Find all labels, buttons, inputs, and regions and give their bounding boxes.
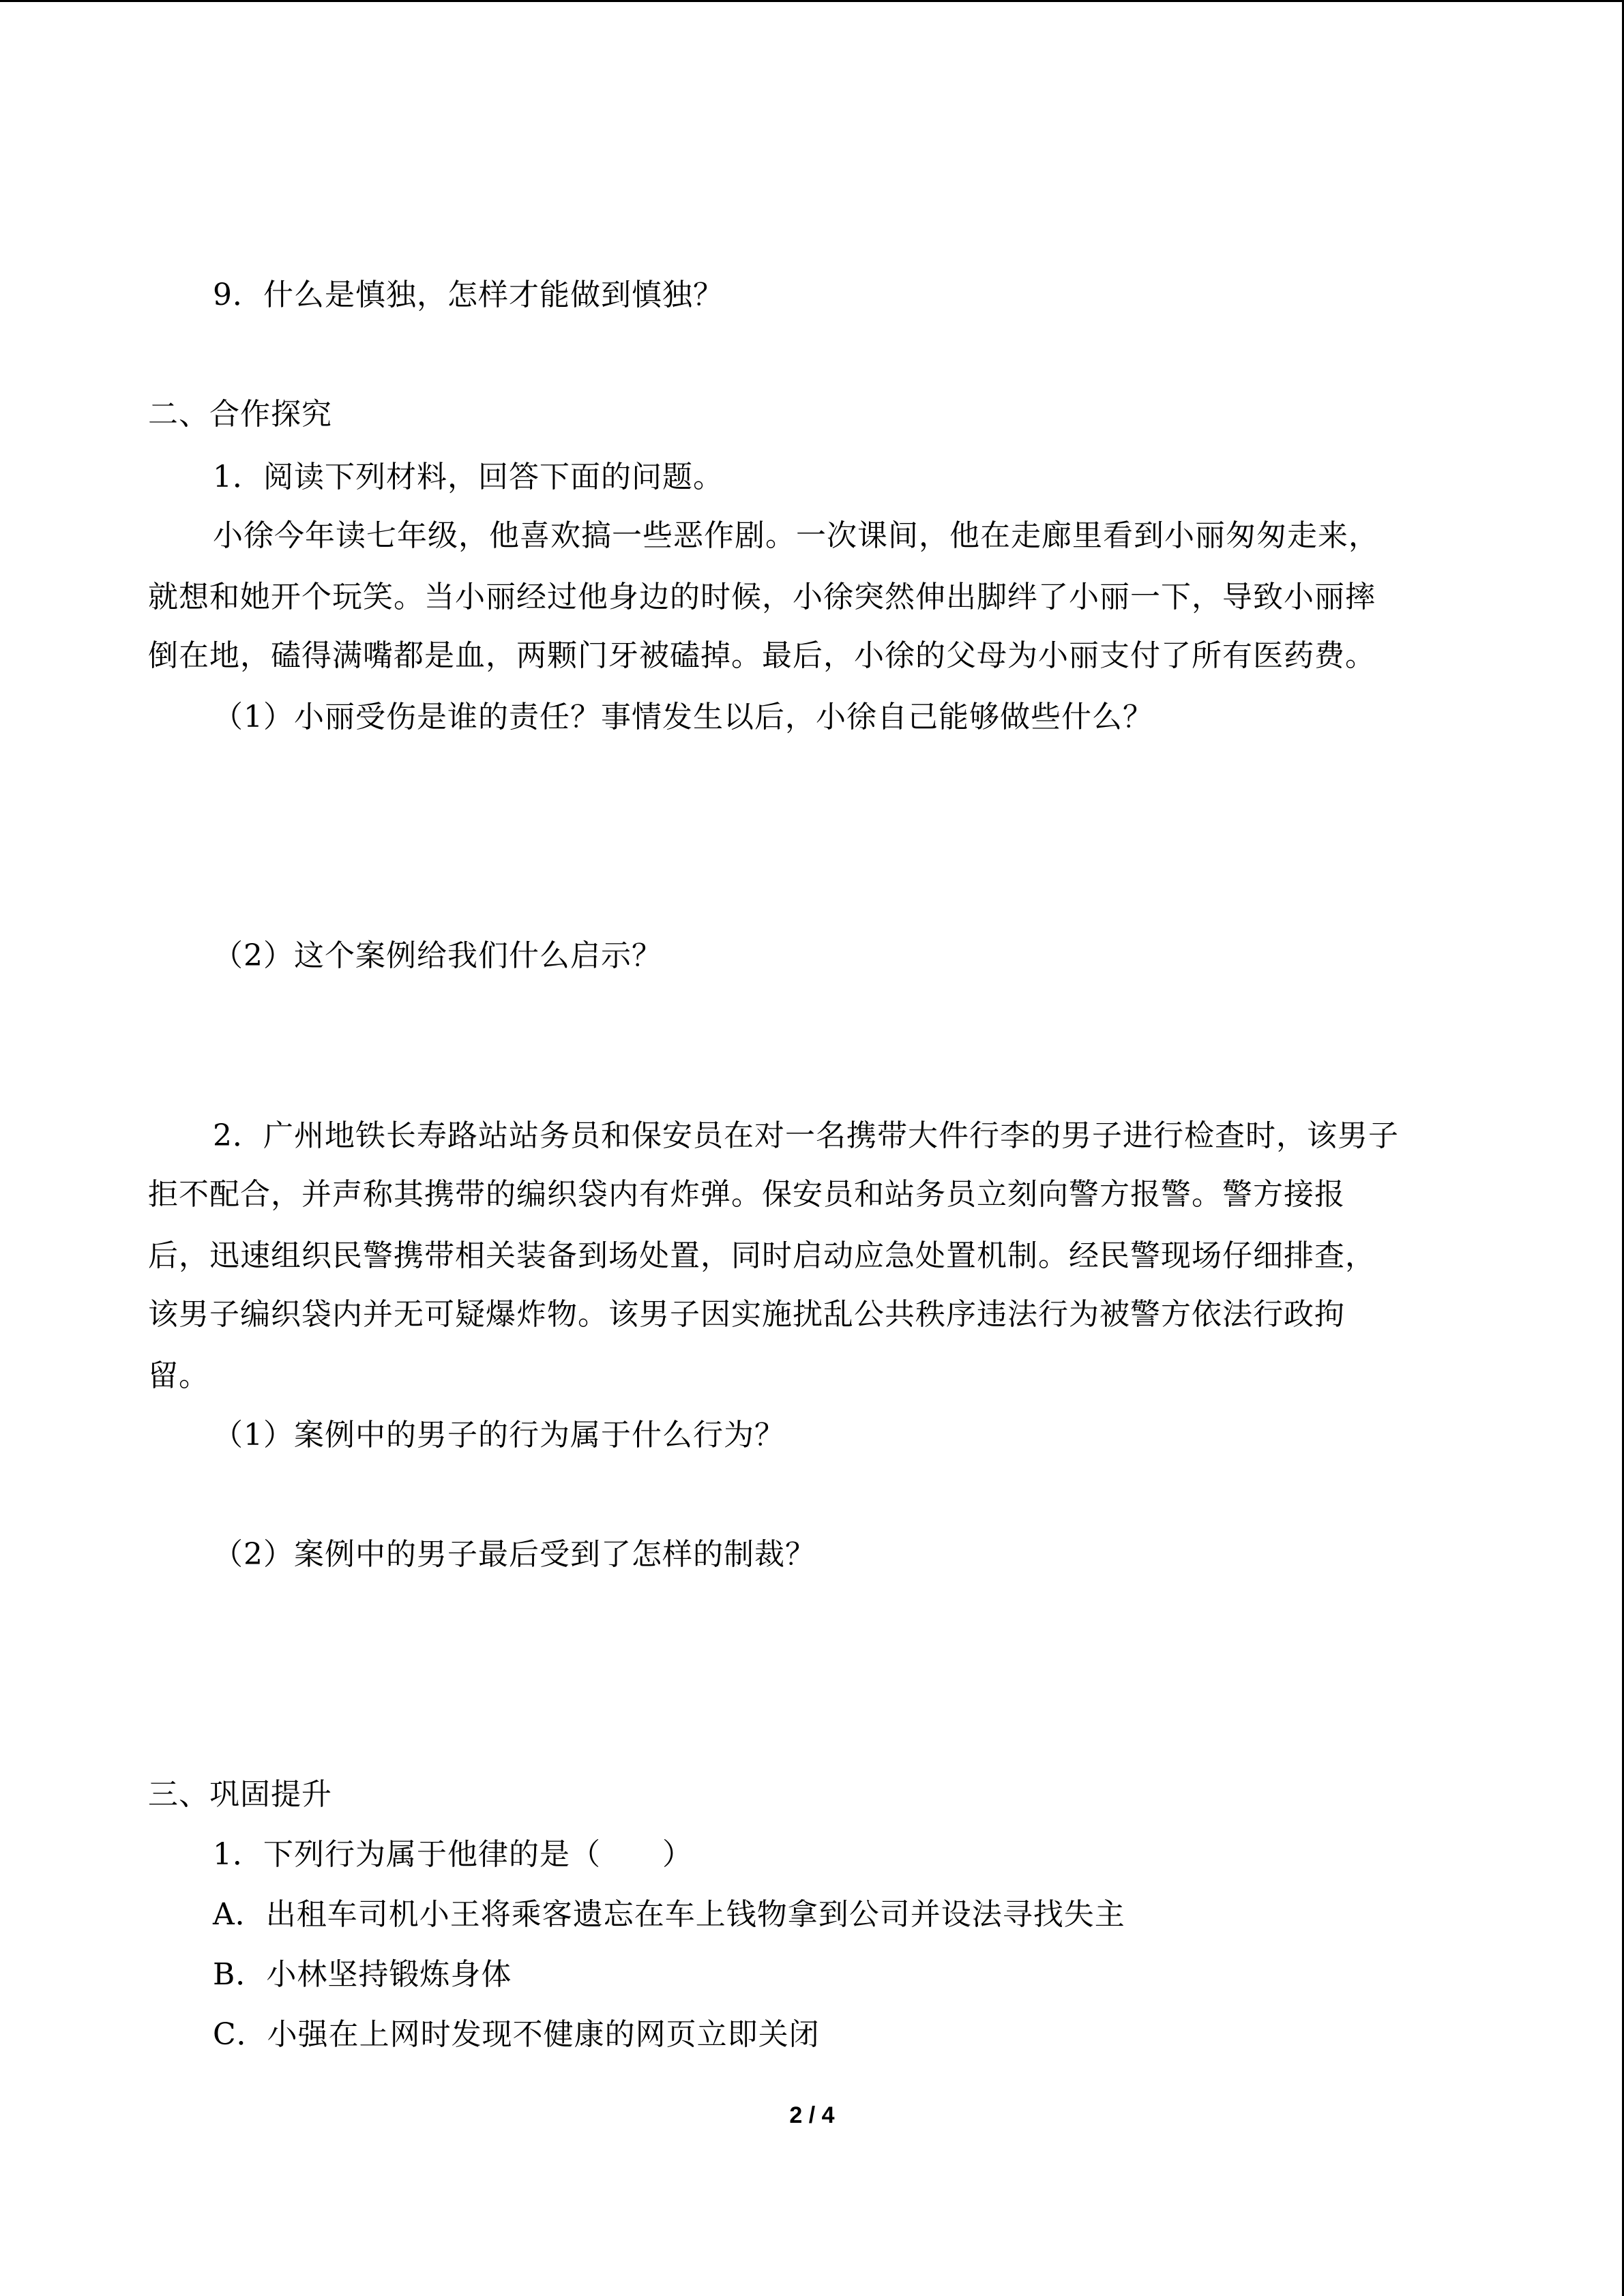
section-3-q1-option-c: C．小强在上网时发现不健康的网页立即关闭 — [213, 2017, 820, 2052]
section-3-q1-option-b: B．小林坚持锻炼身体 — [213, 1957, 512, 1992]
section-2-q2-material-line: 留。 — [148, 1358, 209, 1393]
section-2-q1-material-line: 就想和她开个玩笑。当小丽经过他身边的时候，小徐突然伸出脚绊了小丽一下，导致小丽摔 — [148, 580, 1376, 614]
question-9: 9．什么是慎独，怎样才能做到慎独？ — [213, 278, 724, 312]
section-2-q2-sub1: （1）案例中的男子的行为属于什么行为？ — [213, 1418, 785, 1452]
section-2-q2-sub2: （2）案例中的男子最后受到了怎样的制裁？ — [213, 1537, 816, 1572]
section-2-heading: 二、合作探究 — [148, 397, 332, 432]
section-2-q1-intro: 1．阅读下列材料，回答下面的问题。 — [213, 460, 724, 494]
section-3-heading: 三、巩固提升 — [148, 1777, 332, 1812]
page-border-top — [0, 0, 1624, 2]
section-2-q1-sub1: （1）小丽受伤是谁的责任？事情发生以后，小徐自己能够做些什么？ — [213, 700, 1153, 734]
section-3-q1-option-a: A．出租车司机小王将乘客遗忘在车上钱物拿到公司并设法寻找失主 — [213, 1897, 1125, 1932]
section-2-q2-material-line: 该男子编织袋内并无可疑爆炸物。该男子因实施扰乱公共秩序违法行为被警方依法行政拘 — [148, 1297, 1345, 1332]
section-2-q2-material-line: 后，迅速组织民警携带相关装备到场处置，同时启动应急处置机制。经民警现场仔细排查， — [148, 1238, 1376, 1273]
section-2-q1-sub2: （2）这个案例给我们什么启示？ — [213, 938, 662, 973]
section-2-q1-material-line: 小徐今年读七年级，他喜欢搞一些恶作剧。一次课间，他在走廊里看到小丽匆匆走来， — [213, 518, 1379, 553]
page-number: 2 / 4 — [789, 2102, 835, 2128]
section-3-q1-stem: 1．下列行为属于他律的是（ ） — [213, 1837, 693, 1872]
section-2-q2-material-line: 拒不配合，并声称其携带的编织袋内有炸弹。保安员和站务员立刻向警方报警。警方接报 — [148, 1177, 1345, 1212]
section-2-q2-material-line: 2．广州地铁长寿路站站务员和保安员在对一名携带大件行李的男子进行检查时，该男子 — [213, 1118, 1399, 1153]
section-2-q1-material-line: 倒在地，磕得满嘴都是血，两颗门牙被磕掉。最后，小徐的父母为小丽支付了所有医药费。 — [148, 638, 1376, 673]
